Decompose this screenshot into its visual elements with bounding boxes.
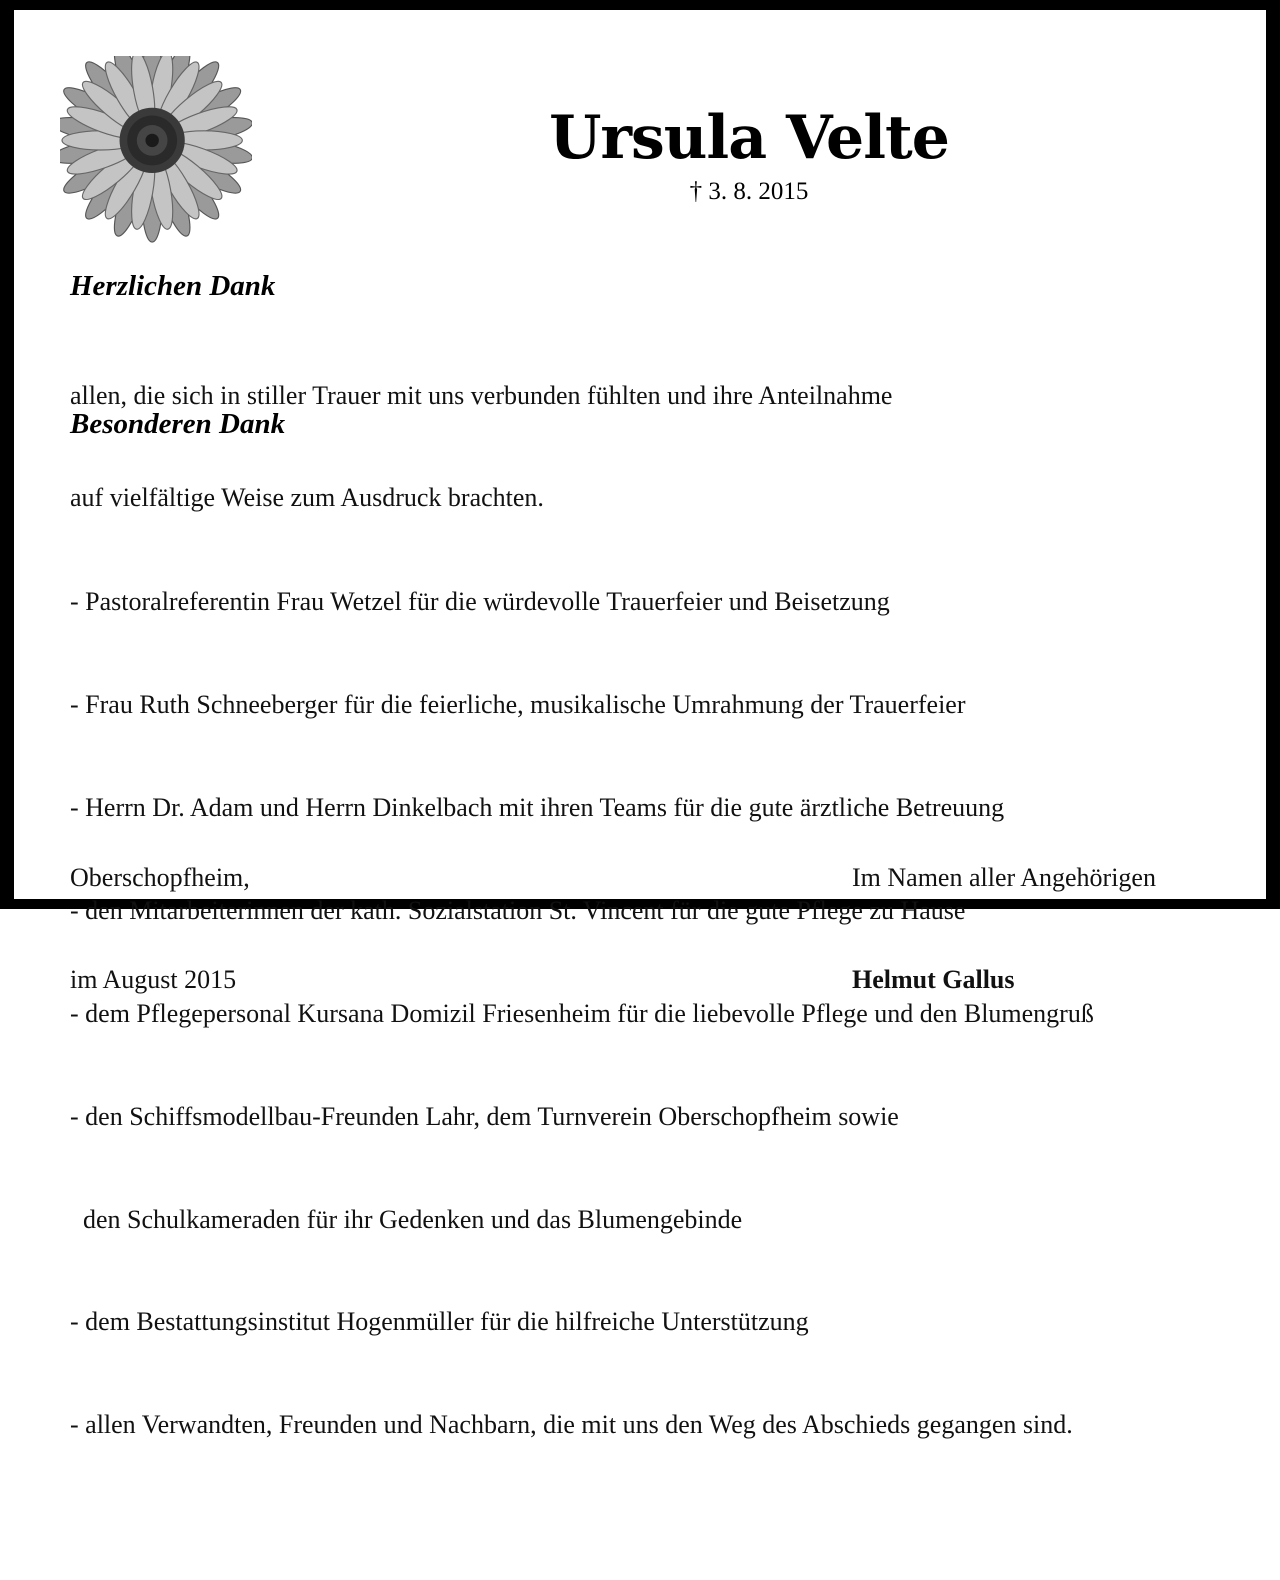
- sunflower-icon: [60, 56, 252, 244]
- thanks-line: allen, die sich in stiller Trauer mit uns verbunden fühlten und ihre Anteilnahme: [70, 380, 893, 410]
- list-item: - Herrn Dr. Adam und Herrn Dinkelbach mit ihren Teams für die gute ärztliche Betreuung: [70, 792, 1005, 822]
- list-item: - den Mitarbeiterinnen der kath. Sozialstation St. Vincent für die gute Pflege zu Hause: [70, 895, 966, 925]
- death-date: † 3. 8. 2015: [689, 178, 809, 205]
- signer-name: Helmut Gallus: [852, 965, 1015, 995]
- list-item: - den Schiffsmodellbau-Freunden Lahr, dem Turnverein Oberschopfheim sowie: [70, 1101, 899, 1131]
- on-behalf-text: Im Namen aller Angehörigen: [852, 862, 1156, 892]
- list-item: - Pastoralreferentin Frau Wetzel für die würdevolle Trauerfeier und Beisetzung: [70, 587, 890, 617]
- section-heading-thanks: Herzlichen Dank: [70, 270, 276, 302]
- list-item: - dem Bestattungsinstitut Hogenmüller für die hilfreiche Unterstützung: [70, 1307, 809, 1337]
- deceased-name: Ursula Velte: [549, 103, 949, 173]
- list-item: - dem Pflegepersonal Kursana Domizil Friesenheim für die liebevolle Pflege und den Blumengruß: [70, 998, 1094, 1028]
- list-item: den Schulkameraden für ihr Gedenken und das Blumengebinde: [70, 1204, 743, 1234]
- signature-block: [852, 792, 1156, 1066]
- list-item: - allen Verwandten, Freunden und Nachbarn, die mit uns den Weg des Abschieds gegangen sind.: [70, 1410, 1073, 1440]
- thanks-line: auf vielfältige Weise zum Ausdruck brachten.: [70, 483, 544, 513]
- list-item: - Frau Ruth Schneeberger für die feierliche, musikalische Umrahmung der Trauerfeier: [70, 690, 966, 720]
- place-date: [70, 792, 250, 1066]
- section-heading-special-thanks: Besonderen Dank: [70, 408, 286, 440]
- place: Oberschopfheim,: [70, 862, 250, 892]
- date: im August 2015: [70, 965, 237, 995]
